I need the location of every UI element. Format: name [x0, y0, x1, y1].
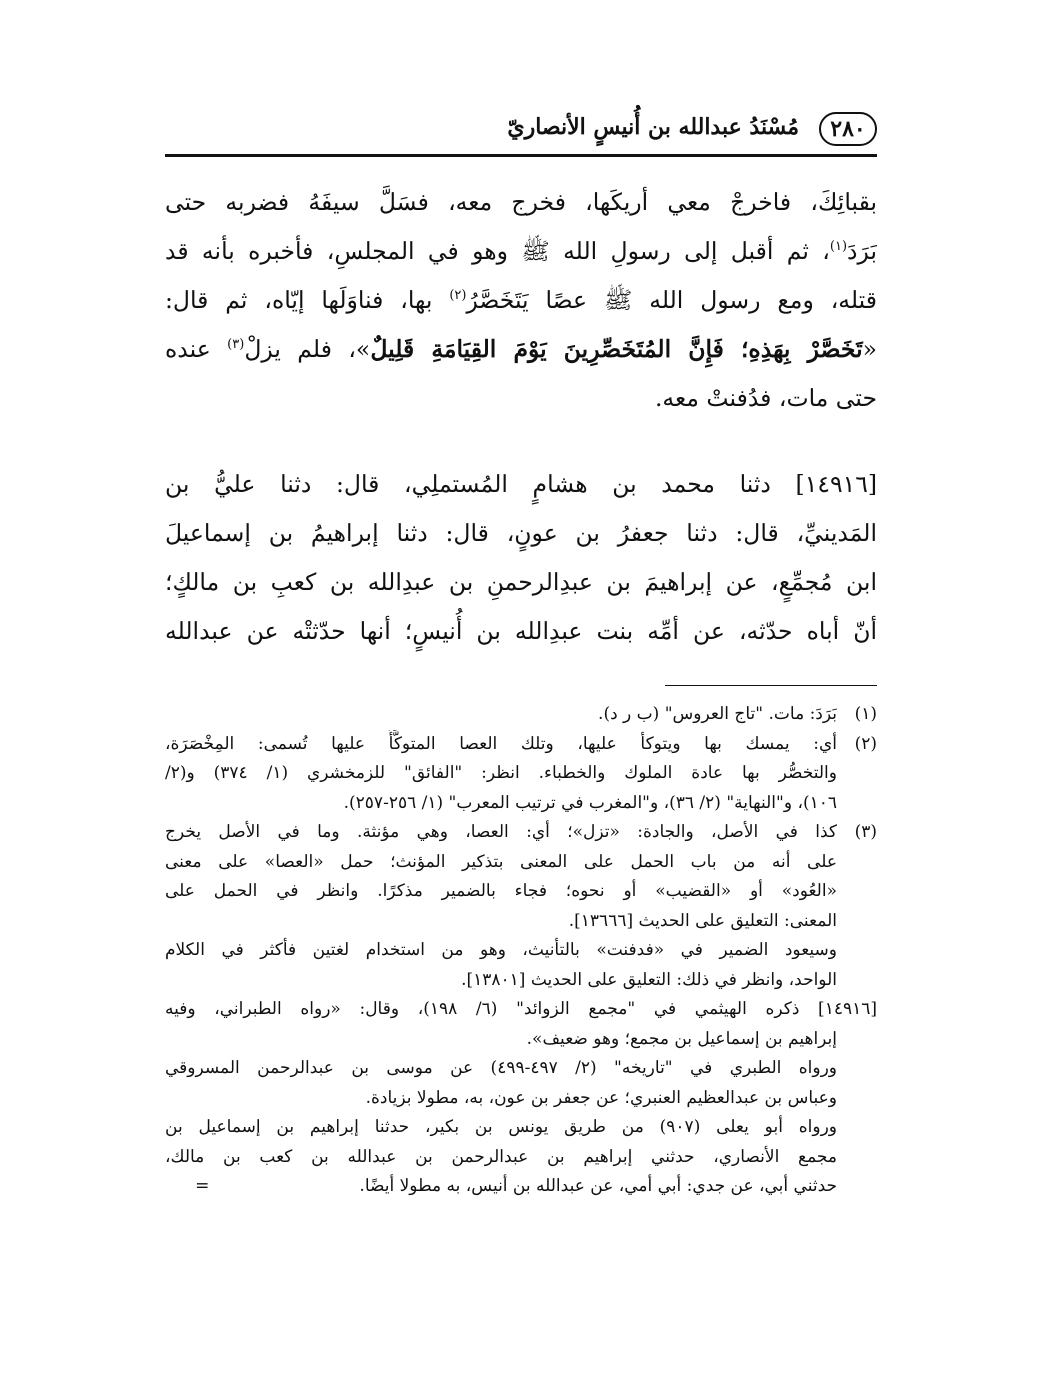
text-line: قتله، ومع رسول الله ﷺ عصًا يَتَخَصَّرُ$^{(٢)}$ بها، فناوَلَها إيّاه، ثم قال:: [165, 286, 877, 314]
footnote-number: (١): [854, 704, 877, 724]
continuation-mark: =: [195, 1176, 210, 1196]
text-line: بقبائِكَ، فاخرجْ معي أريكَها، فخرج معه، فسَلَّ سيفَهُ فضربه حتى: [165, 188, 877, 216]
footnote-1: [165, 700, 877, 730]
footnote-line: حدثني أبي، عن جدي: أبي أمي، عن عبدالله بن أنيس، به مطولا أيضًا.=: [165, 1172, 837, 1202]
footnote-line: بَرَدَ: مات. "تاج العروس" (ب ر د).: [598, 704, 837, 724]
text-line: بَرَدَ$^{(١)}$، ثم أقبل إلى رسولِ الله ﷺ وهو في المجلسِ، فأخبره بأنه قد: [165, 237, 877, 265]
footnote-line: والتخصُّر بها عادة الملوك والخطباء. انظر: "الفائق" للزمخشري (١/ ٣٧٤) و(٢/: [165, 763, 837, 783]
footnote-line: أي: يمسك بها ويتوكأ عليها، وتلك العصا المتوكَّأُ عليها تُسمى: المِخْصَرَة،: [165, 733, 837, 754]
footnote-line: «العُود» أو «القضيب» أو نحوه؛ فجاء بالضمير مذكرًا. وانظر في الحمل على: [165, 881, 837, 901]
footnotes: [165, 700, 877, 1202]
footnote-2: [165, 730, 877, 819]
footnote-separator: [665, 685, 877, 686]
text-line: أنّ أباه حدّثه، عن أمِّه بنت عبدِالله بن أُنيسٍ؛ أنها حدّثتْه عن عبدالله: [165, 617, 877, 645]
text-line: حتى مات، فدُفنتْ معه.: [654, 384, 877, 412]
text-line: المَدينيِّ، قال: دثنا جعفرُ بن عونٍ، قال: دثنا إبراهيمُ بن إسماعيلَ: [165, 519, 877, 547]
footnote-marker: (٢): [449, 288, 467, 304]
footnote-line: وسيعود الضمير في «فدفنت» بالتأنيث، وهو من استخدام لغتين فأكثر في الكلام: [165, 940, 837, 960]
main-text-paragraph-1: [165, 178, 877, 423]
footnote-marker: (١): [829, 239, 848, 255]
page-header: [165, 108, 877, 158]
footnote-line: مجمع الأنصاري، حدثني إبراهيم بن عبدالرحمن بن عبدالله بن كعب بن مالك،: [165, 1146, 837, 1167]
footnote-line: على أنه من باب الحمل على المعنى بتذكير المؤنث؛ حمل «العصا» على معنى: [165, 851, 837, 872]
footnote-line: كذا في الأصل، والجادة: «تزل»؛ أي: العصا، وهي مؤنثة. وما في الأصل يخرج: [165, 822, 837, 842]
footnote-line: [١٤٩١٦] ذكره الهيثمي في "مجمع الزوائد" (٦/ ١٩٨)، وقال: «رواه الطبراني، وفيه: [165, 999, 877, 1019]
text-line: «تَخَصَّرْ بِهَذِهِ؛ فَإِنَّ المُتَخَصِّرِينَ يَوْمَ القِيَامَةِ قَلِيلٌ»، فلم يزلْ$^{(٣)}$ عنده: [165, 335, 877, 363]
main-text-paragraph-2: [165, 460, 877, 656]
hadith-quote: تَخَصَّرْ بِهَذِهِ؛ فَإِنَّ المُتَخَصِّرِينَ يَوْمَ القِيَامَةِ قَلِيلٌ: [370, 335, 863, 363]
text-line: [١٤٩١٦] دثنا محمد بن هشامٍ المُستملِي، قال: دثنا عليُّ بن: [165, 470, 877, 498]
footnote-line: وعباس بن عبدالعظيم العنبري؛ عن جعفر بن عون، به، مطولا بزيادة.: [365, 1087, 837, 1108]
takhrij-note: [165, 995, 877, 1202]
header-rule: [165, 154, 877, 157]
footnote-3: [165, 818, 877, 995]
footnote-line: إبراهيم بن إسماعيل بن مجمع؛ وهو ضعيف».: [526, 1028, 837, 1049]
footnote-line: المعنى: التعليق على الحديث [١٣٦٦٦].: [568, 910, 837, 931]
footnote-line: ورواه أبو يعلى (٩٠٧) من طريق يونس بن بكير، حدثنا إبراهيم بن إسماعيل بن: [165, 1117, 837, 1137]
footnote-marker: (٣): [227, 337, 245, 353]
page-number: ٢٨٠: [819, 112, 877, 146]
footnote-line: الواحد، وانظر في ذلك: التعليق على الحديث [١٣٨٠١].: [461, 969, 837, 990]
footnote-line: ١٠٦)، و"النهاية" (٢/ ٣٦)، و"المغرب في ترتيب المعرب" (١/ ٢٥٦-٢٥٧).: [343, 792, 837, 813]
footnote-number: (٣): [854, 822, 877, 842]
text-line: ابن مُجمِّعٍ، عن إبراهيمَ بن عبدِالرحمنِ بن عبدِالله بن كعبِ بن مالكٍ؛: [165, 568, 877, 596]
footnote-number: (٢): [854, 733, 877, 754]
running-title: مُسْنَدُ عبدالله بن أُنيسٍ الأنصاريّ: [507, 114, 799, 140]
footnote-line: ورواه الطبري في "تاريخه" (٢/ ٤٩٧-٤٩٩) عن موسى بن عبدالرحمن المسروقي: [165, 1058, 837, 1078]
